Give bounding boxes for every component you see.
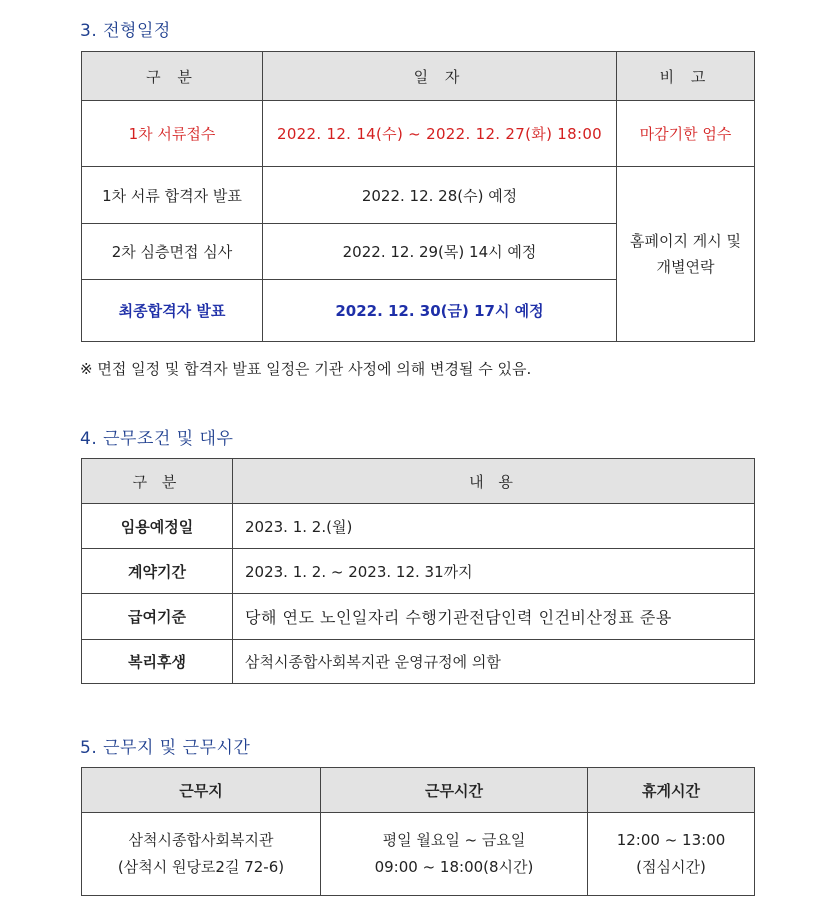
break-cell xyxy=(588,813,755,896)
header-content: 내 용 xyxy=(233,459,755,504)
row-date: 2022. 12. 30(금) 17시 예정 xyxy=(263,280,617,342)
hours-cell xyxy=(321,813,588,896)
schedule-table xyxy=(81,51,755,342)
header-remarks: 비 고 xyxy=(617,52,755,101)
row-label: 최종합격자 발표 xyxy=(82,280,263,342)
row-date: 2022. 12. 28(수) 예정 xyxy=(263,167,617,224)
table-row xyxy=(82,594,755,640)
row-label: 급여기준 xyxy=(82,594,233,640)
table-row xyxy=(82,640,755,684)
table-row xyxy=(82,504,755,549)
row-label: 1차 서류 합격자 발표 xyxy=(82,167,263,224)
row-label: 임용예정일 xyxy=(82,504,233,549)
header-date: 일 자 xyxy=(263,52,617,101)
row-remark: 마감기한 엄수 xyxy=(617,101,755,167)
row-label: 1차 서류접수 xyxy=(82,101,263,167)
merged-remark: 홈페이지 게시 및 개별연락 xyxy=(617,167,755,342)
table-header-row xyxy=(82,459,755,504)
section-3-title: 3. 전형일정 xyxy=(80,21,171,41)
section-5-title: 5. 근무지 및 근무시간 xyxy=(80,738,251,758)
table-header-row xyxy=(82,52,755,101)
row-content: 삼척시종합사회복지관 운영규정에 의함 xyxy=(233,640,755,684)
conditions-table xyxy=(81,458,755,684)
workplace-table xyxy=(81,767,755,896)
break-time: 12:00 ~ 13:00 xyxy=(616,831,726,849)
workplace-name: 삼척시종합사회복지관 xyxy=(128,831,274,849)
row-label: 복리후생 xyxy=(82,640,233,684)
header-category: 구 분 xyxy=(82,52,263,101)
work-days: 평일 월요일 ~ 금요일 xyxy=(382,831,526,849)
header-category: 구 분 xyxy=(82,459,233,504)
row-content: 2023. 1. 2.(월) xyxy=(233,504,755,549)
table-header-row xyxy=(82,768,755,813)
row-date: 2022. 12. 14(수) ~ 2022. 12. 27(화) 18:00 xyxy=(263,101,617,167)
header-workplace: 근무지 xyxy=(82,768,321,813)
row-label: 계약기간 xyxy=(82,549,233,594)
table-row xyxy=(82,167,755,224)
workplace-address: (삼척시 원당로2길 72-6) xyxy=(117,858,285,876)
row-label: 2차 심층면접 심사 xyxy=(82,224,263,280)
table-row xyxy=(82,549,755,594)
table-row xyxy=(82,101,755,167)
row-content: 2023. 1. 2. ~ 2023. 12. 31까지 xyxy=(233,549,755,594)
break-label: (점심시간) xyxy=(636,858,706,876)
header-break: 휴게시간 xyxy=(588,768,755,813)
row-date: 2022. 12. 29(목) 14시 예정 xyxy=(263,224,617,280)
table-row xyxy=(82,813,755,896)
schedule-footnote: ※ 면접 일정 및 합격자 발표 일정은 기관 사정에 의해 변경될 수 있음. xyxy=(80,360,532,378)
section-4-title: 4. 근무조건 및 대우 xyxy=(80,429,234,449)
work-hours: 09:00 ~ 18:00(8시간) xyxy=(374,858,534,876)
workplace-cell xyxy=(82,813,321,896)
header-hours: 근무시간 xyxy=(321,768,588,813)
row-content: 당해 연도 노인일자리 수행기관전담인력 인건비산정표 준용 xyxy=(233,594,755,640)
